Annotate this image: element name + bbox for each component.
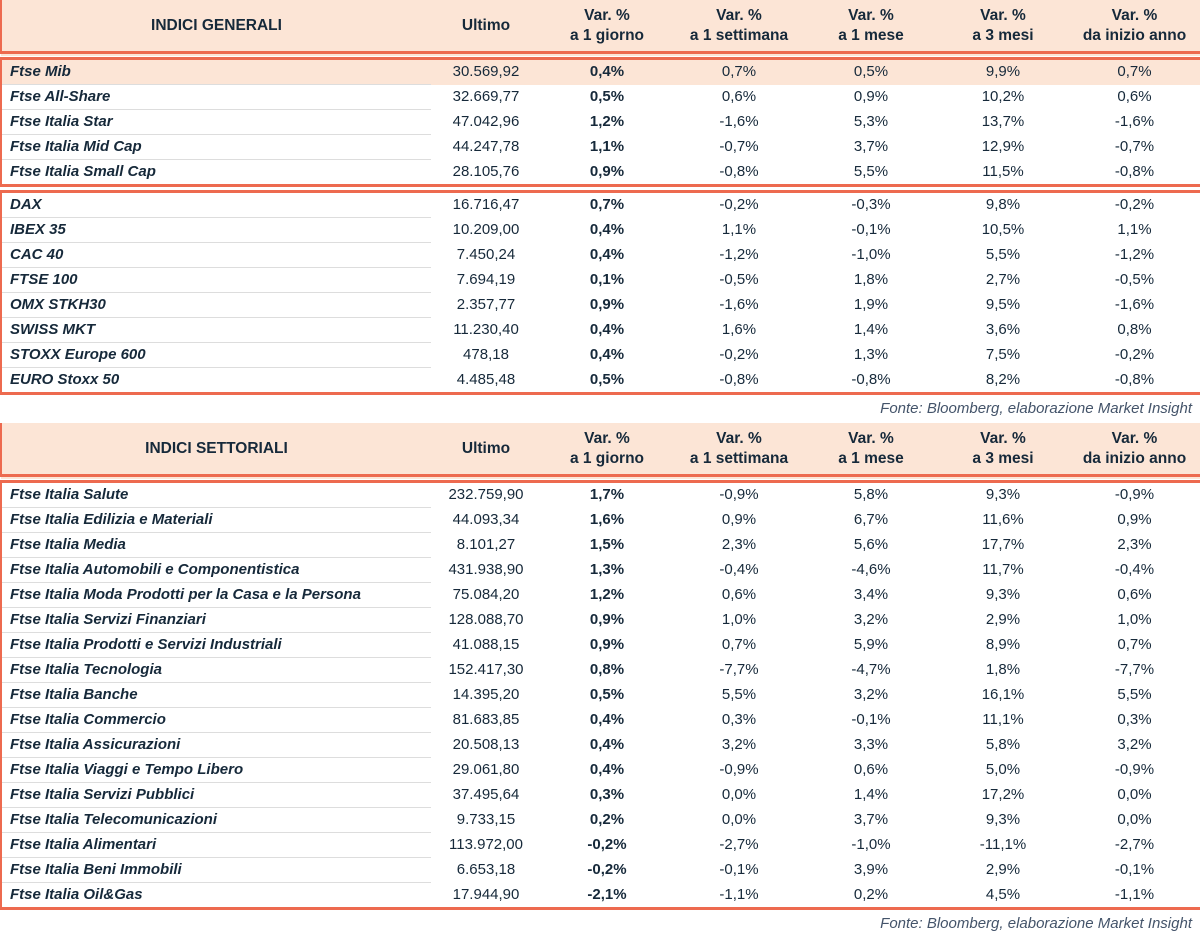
index-name-cell: Ftse Italia Automobili e Componentistica xyxy=(1,558,431,583)
table-row xyxy=(1,343,1200,368)
var-1w-cell: -2,7% xyxy=(719,836,759,853)
index-name-cell: Ftse Italia Assicurazioni xyxy=(1,733,431,758)
var-1w-cell: -0,2% xyxy=(719,346,759,363)
ultimo-cell: 20.508,13 xyxy=(452,736,520,753)
general-indices-table xyxy=(0,0,1200,395)
index-name-cell: STOXX Europe 600 xyxy=(1,343,431,368)
var-1d-cell: -0,2% xyxy=(587,836,627,853)
sector-indices-table xyxy=(0,423,1200,910)
column-header-var-1d: Var. % a 1 giorno xyxy=(541,0,673,56)
ultimo-cell: 431.938,90 xyxy=(448,561,524,578)
var-3m-cell: 8,2% xyxy=(985,370,1021,388)
var-1m-cell: 0,9% xyxy=(853,88,889,105)
ultimo-cell: 6.653,18 xyxy=(456,861,516,878)
ultimo-cell: 44.247,78 xyxy=(452,138,520,155)
var-ytd-cell: -1,1% xyxy=(1114,885,1155,903)
column-header-var-1w: Var. % a 1 settimana xyxy=(673,0,805,56)
var-1m-cell: -0,8% xyxy=(851,370,891,388)
var-1d-cell: 0,9% xyxy=(589,296,625,313)
var-1w-cell: 2,3% xyxy=(721,536,757,553)
table-row xyxy=(1,318,1200,343)
table-row xyxy=(1,633,1200,658)
table-row xyxy=(1,110,1200,135)
index-name-cell: Ftse Italia Banche xyxy=(1,683,431,708)
var-ytd-cell: -0,7% xyxy=(1114,138,1155,155)
var-1m-cell: 3,7% xyxy=(853,138,889,155)
index-name-cell: Ftse Italia Commercio xyxy=(1,708,431,733)
var-1d-cell: 1,6% xyxy=(589,511,625,528)
var-3m-cell: -11,1% xyxy=(979,836,1027,853)
var-ytd-cell: -0,8% xyxy=(1069,160,1200,189)
source-note: Fonte: Bloomberg, elaborazione Market Insight xyxy=(880,400,1192,417)
var-3m-cell: 2,9% xyxy=(985,611,1021,628)
table-row xyxy=(1,160,1200,189)
var-1d-cell: 1,2% xyxy=(589,586,625,603)
var-1m-cell: 1,8% xyxy=(853,271,889,288)
var-ytd-cell: 0,7% xyxy=(1117,636,1152,653)
table-row xyxy=(1,293,1200,318)
var-1d-cell: 0,9% xyxy=(589,636,625,653)
var-ytd-cell: -7,7% xyxy=(1114,661,1155,678)
var-1d-cell: 0,2% xyxy=(589,811,625,828)
var-1w-cell: -1,2% xyxy=(719,246,759,263)
var-ytd-cell: -0,9% xyxy=(1114,486,1155,504)
var-3m-cell: 17,2% xyxy=(981,786,1025,803)
ultimo-cell: 14.395,20 xyxy=(452,686,520,703)
var-ytd-cell: 2,3% xyxy=(1117,536,1152,553)
column-header-var-1m: Var. % a 1 mese xyxy=(805,0,937,56)
var-1d-cell: 0,5% xyxy=(589,88,625,105)
var-ytd-cell: 0,7% xyxy=(1069,56,1200,85)
ultimo-cell: 8.101,27 xyxy=(456,536,516,553)
table-row xyxy=(1,56,1200,85)
sector-indices-rows xyxy=(1,479,1200,909)
var-1w-cell: -0,7% xyxy=(719,138,759,155)
index-name-cell: Ftse Italia Small Cap xyxy=(1,160,431,189)
index-name-cell: Ftse Italia Media xyxy=(1,533,431,558)
var-1m-cell: 6,7% xyxy=(853,511,889,528)
table-row xyxy=(1,833,1200,858)
var-1m-cell: 5,5% xyxy=(805,160,937,189)
column-header-var-ytd: Var. % da inizio anno xyxy=(1069,423,1200,479)
var-1m-cell: 1,4% xyxy=(853,321,889,338)
index-name-cell: Ftse Italia Mid Cap xyxy=(1,135,431,160)
var-1w-cell: -1,6% xyxy=(719,296,759,313)
index-name-cell: Ftse Italia Tecnologia xyxy=(1,658,431,683)
table-row xyxy=(1,583,1200,608)
var-3m-cell: 11,1% xyxy=(982,711,1024,728)
var-ytd-cell: 0,9% xyxy=(1117,511,1152,528)
var-1w-cell: 1,0% xyxy=(721,611,757,628)
var-1w-cell: 0,0% xyxy=(721,786,757,803)
var-3m-cell: 11,5% xyxy=(937,160,1069,189)
table-row xyxy=(1,883,1200,909)
table-row xyxy=(1,683,1200,708)
general-indices-rows xyxy=(1,56,1200,394)
var-ytd-cell: 1,1% xyxy=(1117,221,1152,238)
var-3m-cell: 4,5% xyxy=(985,885,1021,903)
var-1w-cell: 0,6% xyxy=(721,88,757,105)
var-1w-cell: -1,1% xyxy=(719,885,759,903)
table-row xyxy=(1,479,1200,508)
var-3m-cell: 11,6% xyxy=(982,511,1024,528)
var-1m-cell: 1,3% xyxy=(853,346,889,363)
ultimo-cell: 16.716,47 xyxy=(452,196,520,214)
var-1d-cell: 1,3% xyxy=(589,561,625,578)
var-1m-cell: -4,7% xyxy=(851,661,891,678)
index-name-cell: Ftse Italia Oil&Gas xyxy=(1,883,431,909)
index-name-cell: OMX STKH30 xyxy=(1,293,431,318)
var-1m-cell: 3,2% xyxy=(853,611,889,628)
var-1m-cell: -1,0% xyxy=(851,246,891,263)
var-1d-cell: 1,2% xyxy=(589,113,625,130)
var-1m-cell: 5,9% xyxy=(853,636,889,653)
index-name-cell: Ftse Mib xyxy=(1,56,431,85)
var-1d-cell: 1,5% xyxy=(589,536,625,553)
var-1d-cell: 0,5% xyxy=(589,370,625,388)
var-1m-cell: -0,3% xyxy=(851,196,891,214)
var-3m-cell: 5,0% xyxy=(985,761,1021,778)
var-1w-cell: 1,1% xyxy=(721,221,757,238)
column-header-var-1w: Var. % a 1 settimana xyxy=(673,423,805,479)
var-1w-cell: -7,7% xyxy=(719,661,759,678)
ultimo-cell: 28.105,76 xyxy=(431,160,541,189)
var-ytd-cell: 1,0% xyxy=(1117,611,1152,628)
column-header-var-1m: Var. % a 1 mese xyxy=(805,423,937,479)
var-1m-cell: 1,9% xyxy=(853,296,889,313)
var-1d-cell: 0,1% xyxy=(589,271,625,288)
var-1m-cell: 3,9% xyxy=(853,861,889,878)
var-3m-cell: 10,2% xyxy=(981,88,1025,105)
var-3m-cell: 13,7% xyxy=(981,113,1025,130)
column-header-ultimo: Ultimo xyxy=(431,423,541,479)
var-ytd-cell: -1,6% xyxy=(1114,296,1155,313)
table-row xyxy=(1,858,1200,883)
var-1m-cell: 3,4% xyxy=(853,586,889,603)
var-1d-cell: 0,4% xyxy=(589,736,625,753)
index-name-cell: Ftse Italia Edilizia e Materiali xyxy=(1,508,431,533)
var-1w-cell: 0,7% xyxy=(721,636,757,653)
var-1m-cell: -4,6% xyxy=(851,561,891,578)
source-note: Fonte: Bloomberg, elaborazione Market Insight xyxy=(880,915,1192,932)
var-3m-cell: 12,9% xyxy=(981,138,1025,155)
var-ytd-cell: 5,5% xyxy=(1117,686,1152,703)
var-1d-cell: 0,8% xyxy=(589,661,625,678)
var-1m-cell: 5,6% xyxy=(853,536,889,553)
var-1m-cell: -0,1% xyxy=(851,711,891,728)
var-1d-cell: 0,9% xyxy=(541,160,673,189)
var-1d-cell: 0,3% xyxy=(589,786,625,803)
var-1d-cell: 0,4% xyxy=(541,56,673,85)
var-1w-cell: -1,6% xyxy=(719,113,759,130)
var-1w-cell: -0,9% xyxy=(719,486,759,504)
table-row xyxy=(1,808,1200,833)
var-1d-cell: 1,1% xyxy=(589,138,625,155)
var-1w-cell: -0,9% xyxy=(719,761,759,778)
var-1w-cell: 1,6% xyxy=(721,321,757,338)
var-1w-cell: -0,2% xyxy=(719,196,759,214)
ultimo-cell: 7.694,19 xyxy=(456,271,516,288)
var-1w-cell: 0,3% xyxy=(721,711,757,728)
var-ytd-cell: 0,3% xyxy=(1117,711,1152,728)
var-1d-cell: 0,4% xyxy=(589,346,625,363)
var-3m-cell: 2,9% xyxy=(985,861,1021,878)
ultimo-cell: 2.357,77 xyxy=(456,296,516,313)
var-3m-cell: 3,6% xyxy=(985,321,1021,338)
var-1w-cell: -0,4% xyxy=(719,561,759,578)
var-1m-cell: 3,2% xyxy=(853,686,889,703)
ultimo-cell: 232.759,90 xyxy=(448,486,524,504)
var-3m-cell: 9,3% xyxy=(985,811,1021,828)
index-name-cell: Ftse Italia Moda Prodotti per la Casa e la Persona xyxy=(1,583,431,608)
var-1w-cell: -0,8% xyxy=(673,160,805,189)
var-1w-cell: -0,5% xyxy=(719,271,759,288)
var-3m-cell: 9,3% xyxy=(985,586,1021,603)
var-1m-cell: -1,0% xyxy=(851,836,891,853)
var-1d-cell: 0,4% xyxy=(589,221,625,238)
var-3m-cell: 17,7% xyxy=(981,536,1025,553)
ultimo-cell: 113.972,00 xyxy=(449,836,523,853)
table-row xyxy=(1,558,1200,583)
index-name-cell: Ftse Italia Prodotti e Servizi Industriali xyxy=(1,633,431,658)
ultimo-cell: 37.495,64 xyxy=(452,786,520,803)
index-name-cell: Ftse Italia Servizi Finanziari xyxy=(1,608,431,633)
index-name-cell: DAX xyxy=(1,189,431,218)
var-3m-cell: 1,8% xyxy=(985,661,1021,678)
sector-indices-section xyxy=(0,423,1200,938)
ultimo-cell: 44.093,34 xyxy=(452,511,520,528)
var-ytd-cell: 0,8% xyxy=(1117,321,1152,338)
table-row xyxy=(1,189,1200,218)
var-1d-cell: 0,4% xyxy=(589,246,625,263)
var-3m-cell: 7,5% xyxy=(985,346,1021,363)
var-3m-cell: 5,5% xyxy=(985,246,1021,263)
var-1w-cell: 0,9% xyxy=(721,511,757,528)
table-row xyxy=(1,218,1200,243)
table-title: INDICI GENERALI xyxy=(1,0,431,56)
var-1w-cell: 0,0% xyxy=(721,811,757,828)
table-title: INDICI SETTORIALI xyxy=(1,423,431,479)
ultimo-cell: 30.569,92 xyxy=(431,56,541,85)
column-header-var-3m: Var. % a 3 mesi xyxy=(937,423,1069,479)
var-ytd-cell: -0,2% xyxy=(1114,346,1155,363)
ultimo-cell: 47.042,96 xyxy=(452,113,520,130)
var-ytd-cell: -2,7% xyxy=(1114,836,1155,853)
ultimo-cell: 4.485,48 xyxy=(456,370,516,388)
var-1d-cell: -2,1% xyxy=(587,885,627,903)
var-1m-cell: 5,3% xyxy=(853,113,889,130)
table-row xyxy=(1,608,1200,633)
table-row xyxy=(1,658,1200,683)
var-3m-cell: 10,5% xyxy=(981,221,1025,238)
var-3m-cell: 9,3% xyxy=(985,486,1021,504)
ultimo-cell: 10.209,00 xyxy=(452,221,520,238)
index-name-cell: Ftse All-Share xyxy=(1,85,431,110)
table-row xyxy=(1,758,1200,783)
column-header-var-ytd: Var. % da inizio anno xyxy=(1069,0,1200,56)
table-row xyxy=(1,533,1200,558)
ultimo-cell: 75.084,20 xyxy=(452,586,520,603)
table-row xyxy=(1,368,1200,394)
var-ytd-cell: 0,0% xyxy=(1117,786,1152,803)
header-row xyxy=(1,0,1200,56)
general-indices-section xyxy=(0,0,1200,423)
var-ytd-cell: 0,6% xyxy=(1117,586,1152,603)
var-1d-cell: 0,4% xyxy=(589,321,625,338)
ultimo-cell: 9.733,15 xyxy=(456,811,516,828)
var-3m-cell: 9,9% xyxy=(937,56,1069,85)
var-1m-cell: 0,2% xyxy=(853,885,889,903)
index-name-cell: Ftse Italia Alimentari xyxy=(1,833,431,858)
index-name-cell: Ftse Italia Salute xyxy=(1,479,431,508)
index-name-cell: IBEX 35 xyxy=(1,218,431,243)
var-1d-cell: -0,2% xyxy=(587,861,627,878)
var-3m-cell: 2,7% xyxy=(985,271,1021,288)
var-1w-cell: 3,2% xyxy=(721,736,757,753)
var-3m-cell: 5,8% xyxy=(985,736,1021,753)
ultimo-cell: 81.683,85 xyxy=(452,711,520,728)
var-3m-cell: 9,5% xyxy=(985,296,1021,313)
var-1d-cell: 0,7% xyxy=(589,196,625,214)
var-1d-cell: 0,4% xyxy=(589,711,625,728)
index-name-cell: FTSE 100 xyxy=(1,268,431,293)
table-row xyxy=(1,85,1200,110)
var-1d-cell: 0,5% xyxy=(589,686,625,703)
var-ytd-cell: -0,1% xyxy=(1114,861,1155,878)
ultimo-cell: 152.417,30 xyxy=(448,661,524,678)
var-1w-cell: 5,5% xyxy=(721,686,757,703)
var-1m-cell: -0,1% xyxy=(851,221,891,238)
var-1m-cell: 0,6% xyxy=(853,761,889,778)
ultimo-cell: 478,18 xyxy=(463,346,509,363)
var-1w-cell: 0,7% xyxy=(673,56,805,85)
var-1d-cell: 1,7% xyxy=(589,486,625,504)
var-1w-cell: -0,8% xyxy=(719,370,759,388)
index-name-cell: Ftse Italia Viaggi e Tempo Libero xyxy=(1,758,431,783)
var-ytd-cell: -1,2% xyxy=(1114,246,1155,263)
var-1m-cell: 3,3% xyxy=(853,736,889,753)
index-name-cell: EURO Stoxx 50 xyxy=(1,368,431,394)
var-3m-cell: 9,8% xyxy=(985,196,1021,214)
index-name-cell: CAC 40 xyxy=(1,243,431,268)
table-row xyxy=(1,783,1200,808)
index-name-cell: SWISS MKT xyxy=(1,318,431,343)
var-1m-cell: 5,8% xyxy=(853,486,889,504)
index-name-cell: Ftse Italia Telecomunicazioni xyxy=(1,808,431,833)
table-row xyxy=(1,243,1200,268)
ultimo-cell: 29.061,80 xyxy=(452,761,520,778)
ultimo-cell: 128.088,70 xyxy=(448,611,524,628)
header-row xyxy=(1,423,1200,479)
var-ytd-cell: 0,6% xyxy=(1117,88,1152,105)
ultimo-cell: 41.088,15 xyxy=(452,636,520,653)
var-ytd-cell: -0,4% xyxy=(1114,561,1155,578)
var-1d-cell: 0,4% xyxy=(589,761,625,778)
var-1m-cell: 3,7% xyxy=(853,811,889,828)
var-1w-cell: -0,1% xyxy=(719,861,759,878)
table-row xyxy=(1,268,1200,293)
ultimo-cell: 17.944,90 xyxy=(452,885,520,903)
index-name-cell: Ftse Italia Beni Immobili xyxy=(1,858,431,883)
var-3m-cell: 11,7% xyxy=(982,561,1024,578)
var-ytd-cell: -0,2% xyxy=(1114,196,1155,214)
var-ytd-cell: 0,0% xyxy=(1117,811,1152,828)
var-1m-cell: 1,4% xyxy=(853,786,889,803)
var-ytd-cell: -0,5% xyxy=(1114,271,1155,288)
var-1w-cell: 0,6% xyxy=(721,586,757,603)
column-header-ultimo: Ultimo xyxy=(431,0,541,56)
table-row xyxy=(1,733,1200,758)
table-row xyxy=(1,508,1200,533)
var-3m-cell: 8,9% xyxy=(985,636,1021,653)
table-row xyxy=(1,135,1200,160)
var-ytd-cell: -1,6% xyxy=(1114,113,1155,130)
var-1d-cell: 0,9% xyxy=(589,611,625,628)
column-header-var-3m: Var. % a 3 mesi xyxy=(937,0,1069,56)
index-name-cell: Ftse Italia Servizi Pubblici xyxy=(1,783,431,808)
var-ytd-cell: 3,2% xyxy=(1117,736,1152,753)
table-row xyxy=(1,708,1200,733)
column-header-var-1d: Var. % a 1 giorno xyxy=(541,423,673,479)
index-name-cell: Ftse Italia Star xyxy=(1,110,431,135)
var-3m-cell: 16,1% xyxy=(981,686,1025,703)
ultimo-cell: 32.669,77 xyxy=(452,88,520,105)
ultimo-cell: 11.230,40 xyxy=(453,321,519,338)
var-ytd-cell: -0,9% xyxy=(1114,761,1155,778)
ultimo-cell: 7.450,24 xyxy=(456,246,516,263)
var-ytd-cell: -0,8% xyxy=(1114,370,1155,388)
var-1m-cell: 0,5% xyxy=(805,56,937,85)
